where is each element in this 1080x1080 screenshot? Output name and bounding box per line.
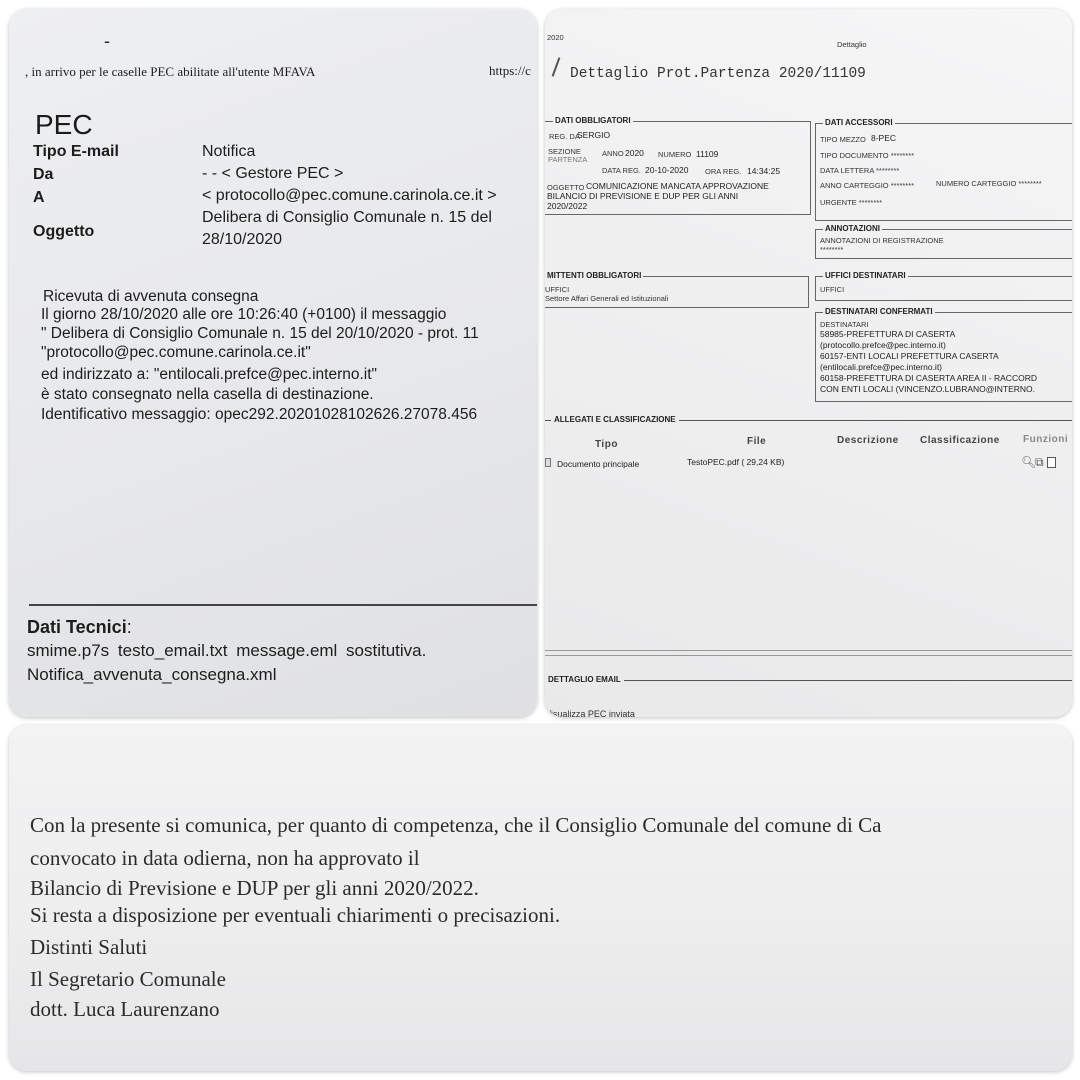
annotazioni-value: ********: [820, 245, 844, 254]
mittenti-uffici-value: Settore Affari Generali ed Istituzionali: [545, 294, 669, 303]
pec-title: PEC: [35, 109, 93, 140]
protocol-title: Dettaglio Prot.Partenza 2020/11109: [570, 66, 866, 82]
destinatari-label: DESTINATARI: [820, 320, 869, 329]
dettaglio-email-rule: [545, 680, 1072, 681]
body-line: Ricevuta di avvenuta consegna: [43, 288, 259, 305]
visualizza-pec-link[interactable]: Visualizza PEC inviata: [545, 709, 635, 717]
col-tipo: Tipo: [595, 439, 618, 450]
protocol-detail-photo: [545, 9, 1072, 717]
tipo-mezzo-value: 8-PEC: [871, 133, 897, 143]
oggetto-line: 2020/2022: [547, 201, 588, 211]
body-line: " Delibera di Consiglio Comunale n. 15 del 20/10/2020 - prot. 11: [41, 325, 479, 342]
body-line: è stato consegnato nella casella di destinazione.: [41, 386, 374, 403]
field-value-da: - - < Gestore PEC >: [202, 165, 344, 182]
search-icon[interactable]: 🔍︎: [1021, 455, 1037, 469]
data-lettera: DATA LETTERA ********: [820, 166, 900, 175]
anno-carteggio: ANNO CARTEGGIO ********: [820, 181, 915, 190]
destinatari-confermati-title: DESTINATARI CONFERMATI: [825, 307, 933, 316]
tech-attachment-xml: Notifica_avvenuta_consegna.xml: [27, 665, 277, 684]
data-reg-label: DATA REG.: [602, 166, 641, 175]
numero-carteggio: NUMERO CARTEGGIO ********: [936, 179, 1042, 188]
dati-accessori-title: DATI ACCESSORI: [825, 118, 893, 127]
reg-label: REG. DA: [549, 132, 580, 141]
body-line: Il giorno 28/10/2020 alle ore 10:26:40 (+0100) il messaggio: [41, 306, 447, 323]
row-file[interactable]: TestoPEC.pdf ( 29,24 KB): [687, 457, 785, 467]
copy-icon[interactable]: ⧉: [1035, 455, 1044, 469]
col-classificazione: Classificazione: [920, 435, 1000, 446]
tech-title-colon: :: [126, 617, 132, 637]
sezione-value: PARTENZA: [548, 155, 588, 164]
oggetto-label: OGGETTO: [547, 183, 585, 192]
sezione-label: SEZIONE: [548, 147, 581, 156]
document-icon: [545, 458, 551, 467]
letter-photo: [9, 725, 1072, 1071]
dettaglio-email-rule-top-2: [545, 655, 1072, 656]
destinatario-line: (entilocali.prefce@pec.interno.it): [820, 362, 943, 372]
field-label-tipo: Tipo E-mail: [33, 143, 119, 160]
letter-line: dott. Luca Laurenzano: [30, 997, 220, 1021]
file-icon[interactable]: [1047, 457, 1056, 468]
dettaglio-email-title: DETTAGLIO EMAIL: [545, 675, 624, 684]
letter-line: Si resta a disposizione per eventuali chiarimenti o precisazioni.: [30, 903, 561, 927]
tipo-mezzo-label: TIPO MEZZO: [820, 135, 866, 144]
uffici-destinatari-label: UFFICI: [820, 285, 845, 294]
oggetto-line: BILANCIO DI PREVISIONE E DUP PER GLI ANNI: [547, 191, 739, 201]
header-dash: -: [104, 31, 110, 51]
body-line: "protocollo@pec.comune.carinola.ce.it": [41, 344, 311, 361]
uffici-destinatari-title: UFFICI DESTINATARI: [825, 271, 906, 280]
anno-value: 2020: [625, 148, 644, 158]
tech-title: [27, 617, 132, 638]
col-funzioni: Funzioni: [1023, 434, 1069, 445]
letter-line: Con la presente si comunica, per quanto di competenza, che il Consiglio Comunale del comune di Ca: [30, 813, 882, 837]
mittenti-title: MITTENTI OBBLIGATORI: [547, 271, 642, 280]
row-tipo: Documento principale: [557, 459, 640, 469]
letter-line: Bilancio di Previsione e DUP per gli anni 2020/2022.: [30, 876, 479, 900]
data-reg-value: 20-10-2020: [645, 165, 689, 175]
top-center-label: Dettaglio: [837, 40, 867, 49]
anno-label: ANNO: [602, 149, 624, 158]
table-row[interactable]: [545, 454, 1072, 474]
field-value-oggetto: Delibera di Consiglio Comunale n. 15 del: [202, 209, 492, 226]
header-text: , in arrivo per le caselle PEC abilitate all'utente MFAVA: [25, 64, 316, 79]
field-value-tipo: Notifica: [202, 143, 256, 160]
annotazioni-title: ANNOTAZIONI: [825, 224, 880, 233]
allegati-title: ALLEGATI E CLASSIFICAZIONE: [551, 415, 679, 424]
field-value-a: < protocollo@pec.comune.carinola.ce.it >: [202, 187, 497, 204]
field-value-oggetto-date: 28/10/2020: [202, 231, 283, 248]
tech-title-text: Dati Tecnici: [27, 617, 127, 637]
oggetto-line: COMUNICAZIONE MANCATA APPROVAZIONE: [586, 181, 769, 191]
field-label-da: Da: [33, 166, 54, 183]
mittenti-box: [545, 276, 809, 308]
body-line: ed indirizzato a: "entilocali.prefce@pec.interno.it": [41, 366, 378, 383]
dettaglio-email-rule-top: [545, 650, 1072, 651]
numero-value: 11109: [696, 149, 719, 159]
dati-obbligatori-title: DATI OBBLIGATORI: [555, 116, 631, 125]
reg-value: SERGIO: [577, 130, 611, 140]
letter-line: convocato in data odierna, non ha approvato il: [30, 846, 420, 870]
destinatario-line: CON ENTI LOCALI (VINCENZO.LUBRANO@INTERNO.: [820, 384, 1036, 394]
urgente: URGENTE ********: [820, 198, 883, 207]
tech-attachments: smime.p7s testo_email.txt message.eml sostitutiva.: [27, 641, 427, 660]
col-file: File: [747, 436, 767, 447]
year-corner: 2020: [547, 33, 564, 42]
destinatario-line: 58985-PREFETTURA DI CASERTA: [820, 329, 956, 339]
numero-label: NUMERO: [658, 150, 692, 159]
field-label-oggetto: Oggetto: [33, 223, 95, 240]
letter-line: Il Segretario Comunale: [30, 967, 226, 991]
destinatario-line: 60158-PREFETTURA DI CASERTA AREA II - RACCORD: [820, 373, 1037, 383]
destinatario-line: (protocollo.prefce@pec.interno.it): [820, 340, 946, 350]
annotazioni-label: ANNOTAZIONI DI REGISTRAZIONE: [820, 236, 944, 245]
body-line: Identificativo messaggio: opec292.20201028102626.27078.456: [41, 406, 478, 423]
pec-receipt-photo: [9, 9, 537, 717]
field-label-a: A: [33, 189, 45, 206]
tipo-documento: TIPO DOCUMENTO ********: [820, 151, 915, 160]
slash-mark: [552, 57, 561, 76]
letter-line: Distinti Saluti: [30, 935, 148, 959]
destinatario-line: 60157-ENTI LOCALI PREFETTURA CASERTA: [820, 351, 999, 361]
ora-reg-value: 14:34:25: [747, 166, 781, 176]
ora-reg-label: ORA REG.: [705, 167, 742, 176]
divider-line: [29, 604, 537, 606]
mittenti-uffici-label: UFFICI: [545, 285, 570, 294]
col-descrizione: Descrizione: [837, 435, 899, 446]
header-url: https://c: [489, 63, 531, 78]
